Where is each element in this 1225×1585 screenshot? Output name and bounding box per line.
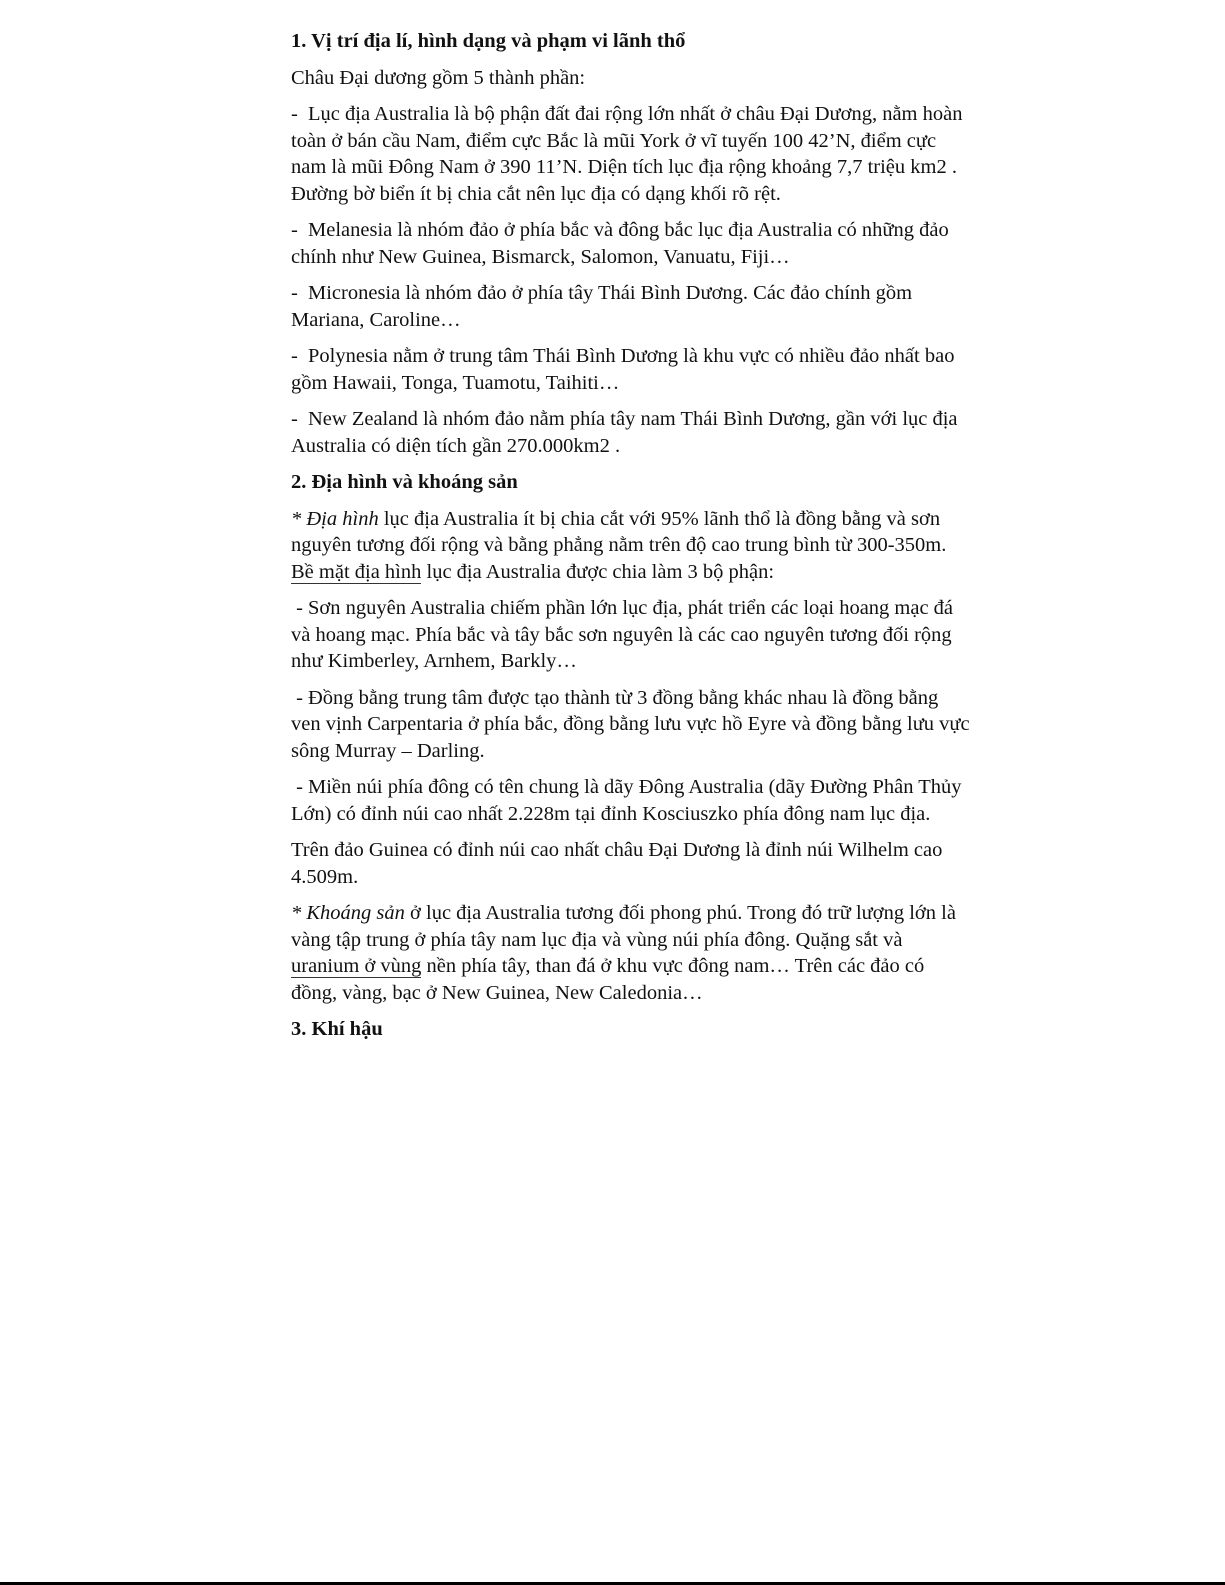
minerals-text: ở lục địa Australia tương đối phong phú. Trong đó trữ lượng lớn là vàng tập trung ở phía tây nam lục địa và vùng núi phía đông. Quặng sắt và — [291, 902, 956, 951]
terrain-lead: * Địa hình — [291, 507, 379, 530]
dash-marker: - — [291, 103, 298, 125]
list-item — [291, 217, 971, 270]
section-1-intro: Châu Đại dương gồm 5 thành phần: — [291, 66, 586, 89]
list-item-text: New Zealand là nhóm đảo nằm phía tây nam Thái Bình Dương, gần với lục địa Australia có diện tích gần 270.000km2 . — [291, 408, 958, 457]
dash-marker: - — [291, 597, 303, 619]
list-item-text: Melanesia là nhóm đảo ở phía bắc và đông bắc lục địa Australia có những đảo chính như New Guinea, Bismarck, Salomon, Vanuatu, Fiji… — [291, 219, 949, 268]
section-2-heading: 2. Địa hình và khoáng sản — [291, 471, 518, 493]
minerals-underlined: uranium ở vùng — [291, 955, 422, 977]
terrain-paragraph — [291, 506, 971, 586]
list-item-text: Đồng bằng trung tâm được tạo thành từ 3 đồng bằng khác nhau là đồng bằng ven vịnh Carpentaria ở phía bắc, đồng bằng lưu vực hồ Eyre và đồng bằng lưu vực sông Murray – Darling. — [291, 686, 970, 762]
list-item — [291, 101, 971, 207]
list-item-text: Polynesia nằm ở trung tâm Thái Bình Dương là khu vực có nhiều đảo nhất bao gồm Hawaii, Tonga, Tuamotu, Taihiti… — [291, 345, 955, 394]
dash-marker: - — [291, 686, 303, 709]
guinea-paragraph: Trên đảo Guinea có đỉnh núi cao nhất châu Đại Dương là đỉnh núi Wilhelm cao 4.509m. — [291, 839, 943, 888]
list-item — [291, 406, 971, 459]
list-item — [291, 280, 971, 333]
terrain-tail: lục địa Australia được chia làm 3 bộ phận: — [421, 560, 775, 583]
list-item — [291, 343, 971, 396]
list-item — [291, 774, 971, 827]
list-item-text: Lục địa Australia là bộ phận đất đai rộng lớn nhất ở châu Đại Dương, nằm hoàn toàn ở bán cầu Nam, điểm cực Bắc là mũi York ở vĩ tuyến 100 42’N, điểm cực nam là mũi Đông Nam ở 390 11’N. Diện tích lục địa rộng khoảng 7,7 triệu km2 . Đường bờ biển ít bị chia cắt nên lục địa có dạng khối rõ rệt. — [291, 103, 963, 205]
dash-marker: - — [291, 408, 298, 430]
minerals-lead: * Khoáng sản — [291, 902, 405, 924]
dash-marker: - — [291, 345, 298, 367]
list-item — [291, 685, 971, 765]
dash-marker: - — [291, 219, 298, 241]
minerals-tail: nền phía tây, than đá ở khu vực đông nam… Trên các đảo có đồng, vàng, bạc ở New Guinea, New Caledonia… — [291, 955, 925, 1004]
section-3-heading: 3. Khí hậu — [291, 1018, 383, 1040]
dash-marker: - — [291, 776, 303, 798]
dash-marker: - — [291, 282, 298, 304]
list-item — [291, 595, 971, 675]
document-page — [291, 28, 971, 1053]
list-item-text: Sơn nguyên Australia chiếm phần lớn lục địa, phát triển các loại hoang mạc đá và hoang mạc. Phía bắc và tây bắc sơn nguyên là các cao nguyên tương đối rộng như Kimberley, Arnhem, Barkly… — [291, 597, 954, 672]
list-item-text: Micronesia là nhóm đảo ở phía tây Thái Bình Dương. Các đảo chính gồm Mariana, Caroline… — [291, 282, 913, 331]
terrain-underlined: Bề mặt địa hình — [291, 560, 422, 583]
list-item-text: Miền núi phía đông có tên chung là dãy Đông Australia (dãy Đường Phân Thủy Lớn) có đỉnh núi cao nhất 2.228m tại đỉnh Kosciuszko phía đông nam lục địa. — [291, 776, 962, 825]
section-1-heading: 1. Vị trí địa lí, hình dạng và phạm vi lãnh thổ — [291, 30, 686, 52]
terrain-text: lục địa Australia ít bị chia cắt với 95% lãnh thổ là đồng bằng và sơn nguyên tương đối rộng và bằng phẳng nằm trên độ cao trung bình từ 300-350m. — [291, 507, 947, 556]
minerals-paragraph — [291, 900, 971, 1006]
